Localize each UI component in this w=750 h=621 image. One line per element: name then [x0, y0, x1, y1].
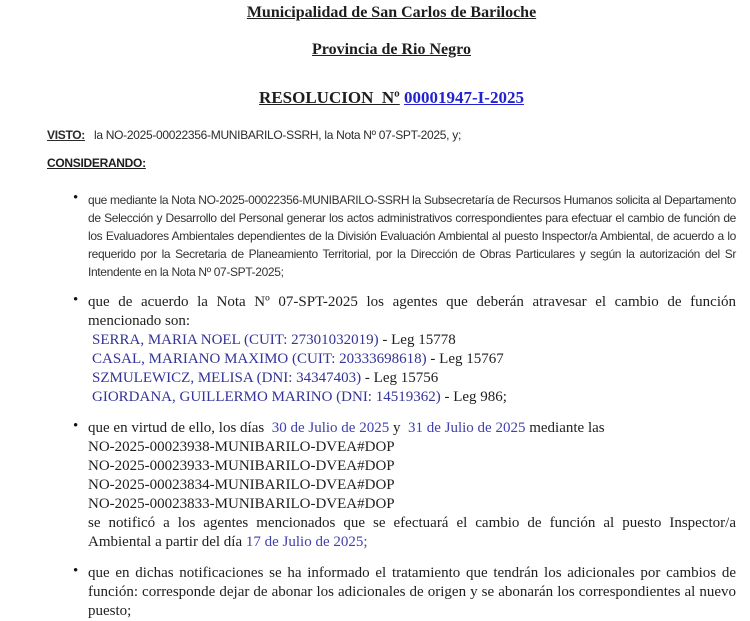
agent-name-link[interactable]: GIORDANA, GUILLERMO MARINO (DNI: 14519362) [92, 389, 441, 405]
text-segment: se notificó a los agentes mencionados que se efectuará el cambio de función al puesto Inspector/a Ambiental a partir del día [88, 515, 736, 550]
agent-leg-number: - Leg 15778 [378, 332, 456, 348]
agent-row [88, 350, 736, 369]
consideration-item-1 [47, 191, 736, 281]
visto-text: la NO-2025-00022356-MUNIBARILO-SSRH, la Nota Nº 07-SPT-2025, y; [94, 128, 461, 142]
agent-name-link[interactable]: CASAL, MARIANO MAXIMO (CUIT: 20333698618) [92, 351, 427, 367]
agent-row [88, 331, 736, 350]
resolution-label: RESOLUCION Nº [259, 88, 400, 107]
considerando-label: CONSIDERANDO: [47, 156, 146, 170]
consideration-item-2 [47, 293, 736, 407]
consideration-3-dates-line [88, 419, 736, 438]
considerations-list [47, 191, 736, 621]
consideration-3-tail [88, 514, 736, 552]
date-link[interactable]: 31 de Julio de 2025 [407, 420, 526, 436]
date-link[interactable]: 30 de Julio de 2025 [271, 420, 390, 436]
note-code-line: NO-2025-00023933-MUNIBARILO-DVEA#DOP [88, 458, 395, 474]
municipality-title: Municipalidad de San Carlos de Bariloche [246, 4, 537, 21]
note-code-line: NO-2025-00023833-MUNIBARILO-DVEA#DOP [88, 496, 395, 512]
consideration-4-text: • que en dichas notificaciones se ha informado el tratamiento que tendrán los adicionales por cambios de función: corresponde dejar de abonar los adicionales de origen y se abonarán los correspondientes al nuevo puesto; [88, 565, 736, 619]
agent-name-link[interactable]: SERRA, MARIA NOEL (CUIT: 27301032019) [92, 332, 379, 348]
considerando-line [47, 155, 736, 171]
visto-line [47, 127, 736, 143]
agent-leg-number: - Leg 15756 [361, 370, 439, 386]
date-link[interactable]: 17 de Julio de 2025; [245, 534, 368, 550]
note-code-line: NO-2025-00023938-MUNIBARILO-DVEA#DOP [88, 439, 395, 455]
resolution-heading [47, 88, 736, 107]
agent-name-link[interactable]: SZMULEWICZ, MELISA (DNI: 34347403) [92, 370, 362, 386]
consideration-item-3 [47, 419, 736, 552]
consideration-item-4 [47, 564, 736, 621]
agent-leg-number: - Leg 986; [440, 389, 507, 405]
consideration-1-text: • que mediante la Nota NO-2025-00022356-MUNIBARILO-SSRH la Subsecretaría de Recursos Humanos solicita al Departamento de Selección y Desarrollo del Personal generar los actos administrativos correspondientes para efectuar el cambio de función de los Evaluadores Ambientales dependientes de la División Evaluación Ambiental al puesto Inspector/a Ambiental, de acuerdo a lo requerido por la Secretaria de Planeamiento Territorial, por la Dirección de Obras Particulares y según la autorización del Sr Intendente en la Nota Nº 07-SPT-2025; [88, 193, 736, 279]
agent-leg-number: - Leg 15767 [426, 351, 504, 367]
agent-row [88, 388, 736, 407]
text-segment: y [389, 420, 408, 436]
text-segment: que en virtud de ello, los días [88, 420, 272, 436]
text-segment: mediante las [525, 420, 605, 436]
note-code-line: NO-2025-00023834-MUNIBARILO-DVEA#DOP [88, 477, 395, 493]
document-header [47, 4, 736, 107]
province-subtitle: Provincia de Rio Negro [312, 41, 471, 58]
visto-label: VISTO: [47, 128, 85, 142]
agent-row [88, 369, 736, 388]
consideration-2-intro: • que de acuerdo la Nota Nº 07-SPT-2025 los agentes que deberán atravesar el cambio de función mencionado son: [88, 294, 736, 329]
resolution-number-link[interactable]: 00001947-I-2025 [404, 88, 524, 107]
